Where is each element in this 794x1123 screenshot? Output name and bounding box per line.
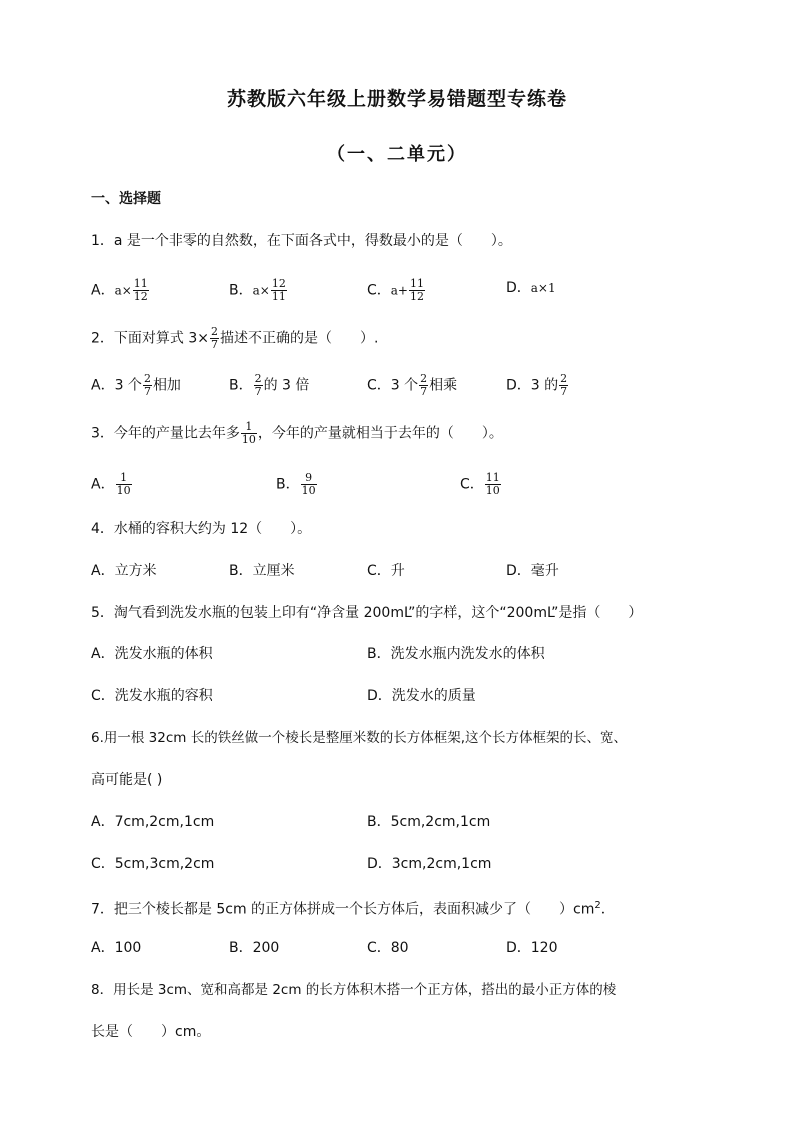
page-subtitle: （一、二单元） — [327, 144, 467, 165]
q3-option-b[interactable]: B． $\frac{9}{10}$ — [276, 471, 316, 497]
fraction: $\frac{1}{10}$ — [241, 420, 256, 446]
q4-option-b[interactable]: B．立厘米 — [229, 563, 295, 579]
q6-option-a[interactable]: A．7cm,2cm,1cm — [91, 814, 215, 830]
q6-option-d[interactable]: D．3cm,2cm,1cm — [367, 856, 492, 872]
q4-option-d[interactable]: D．毫升 — [506, 563, 559, 579]
q4-option-a[interactable]: A．立方米 — [91, 563, 157, 579]
fraction: $\frac{12}{11}$ — [271, 277, 286, 303]
q3-option-c[interactable]: C． $\frac{11}{10}$ — [460, 471, 500, 497]
q2-option-a[interactable]: A．3 个 $\frac{2}{7}$ 相加 — [91, 372, 181, 398]
question-5-stem: 5．淘气看到洗发水瓶的包装上印有“净含量 200mL”的字样，这个“200mL”是指（ ） — [91, 605, 643, 621]
fraction: $\frac{2}{7}$ — [254, 372, 262, 398]
q7-option-a[interactable]: A．100 — [91, 940, 142, 956]
question-6-stem-line-2: 高可能是( ) — [91, 772, 163, 788]
fraction: $\frac{11}{10}$ — [485, 471, 500, 497]
question-3-stem: 3．今年的产量比去年多 $\frac{1}{10}$ ，今年的产量就相当于去年的（ ）。 — [91, 420, 503, 446]
question-8-stem-line-2: 长是（ ）cm。 — [91, 1024, 211, 1040]
question-2-stem: 2．下面对算式 3× $\frac{2}{7}$ 描述不正确的是（ ）. — [91, 325, 379, 351]
question-7-stem: 7．把三个棱长都是 5cm 的正方体拼成一个长方体后，表面积减少了（ ）$cm^2$． — [91, 900, 615, 918]
q1-option-d[interactable]: D．a×1 — [506, 280, 556, 296]
q5-option-d[interactable]: D．洗发水的质量 — [367, 688, 476, 704]
q2-option-b[interactable]: B． $\frac{2}{7}$ 的 3 倍 — [229, 372, 310, 398]
q7-option-b[interactable]: B．200 — [229, 940, 280, 956]
q7-option-d[interactable]: D．120 — [506, 940, 558, 956]
q5-option-a[interactable]: A．洗发水瓶的体积 — [91, 646, 213, 662]
fraction: $\frac{2}{7}$ — [420, 372, 428, 398]
question-1-stem: 1．a 是一个非零的自然数，在下面各式中，得数最小的是（ ）。 — [91, 233, 512, 249]
fraction: $\frac{9}{10}$ — [301, 471, 316, 497]
fraction: $\frac{2}{7}$ — [143, 372, 151, 398]
question-4-stem: 4．水桶的容积大约为 12（ ）。 — [91, 521, 312, 537]
q3-option-a[interactable]: A． $\frac{1}{10}$ — [91, 471, 131, 497]
fraction: $\frac{2}{7}$ — [211, 325, 218, 351]
q2-option-c[interactable]: C．3 个 $\frac{2}{7}$ 相乘 — [367, 372, 458, 398]
q1-option-c[interactable]: C．a+ $\frac{11}{12}$ — [367, 277, 424, 303]
page-title: 苏教版六年级上册数学易错题型专练卷 — [226, 88, 567, 110]
section-heading: 一、选择题 — [91, 191, 161, 207]
fraction: $\frac{2}{7}$ — [560, 372, 568, 398]
q6-option-c[interactable]: C．5cm,3cm,2cm — [91, 856, 215, 872]
q4-option-c[interactable]: C．升 — [367, 563, 405, 579]
q1-option-a[interactable]: A．a× $\frac{11}{12}$ — [91, 277, 148, 303]
q7-option-c[interactable]: C．80 — [367, 940, 409, 956]
q2-option-d[interactable]: D．3 的 $\frac{2}{7}$ — [506, 372, 568, 398]
fraction: $\frac{1}{10}$ — [116, 471, 131, 497]
q1-option-b[interactable]: B．a× $\frac{12}{11}$ — [229, 277, 286, 303]
fraction: $\frac{11}{12}$ — [133, 277, 148, 303]
question-8-stem-line-1: 8．用长是 3cm、宽和高都是 2cm 的长方体积木搭一个正方体，搭出的最小正方体的棱 — [91, 982, 617, 998]
q5-option-b[interactable]: B．洗发水瓶内洗发水的体积 — [367, 646, 545, 662]
fraction: $\frac{11}{12}$ — [410, 277, 424, 303]
question-6-stem-line-1: 6.用一根 32cm 长的铁丝做一个棱长是整厘米数的长方体框架,这个长方体框架的长、宽、 — [91, 730, 628, 746]
q6-option-b[interactable]: B．5cm,2cm,1cm — [367, 814, 491, 830]
q5-option-c[interactable]: C．洗发水瓶的容积 — [91, 688, 213, 704]
